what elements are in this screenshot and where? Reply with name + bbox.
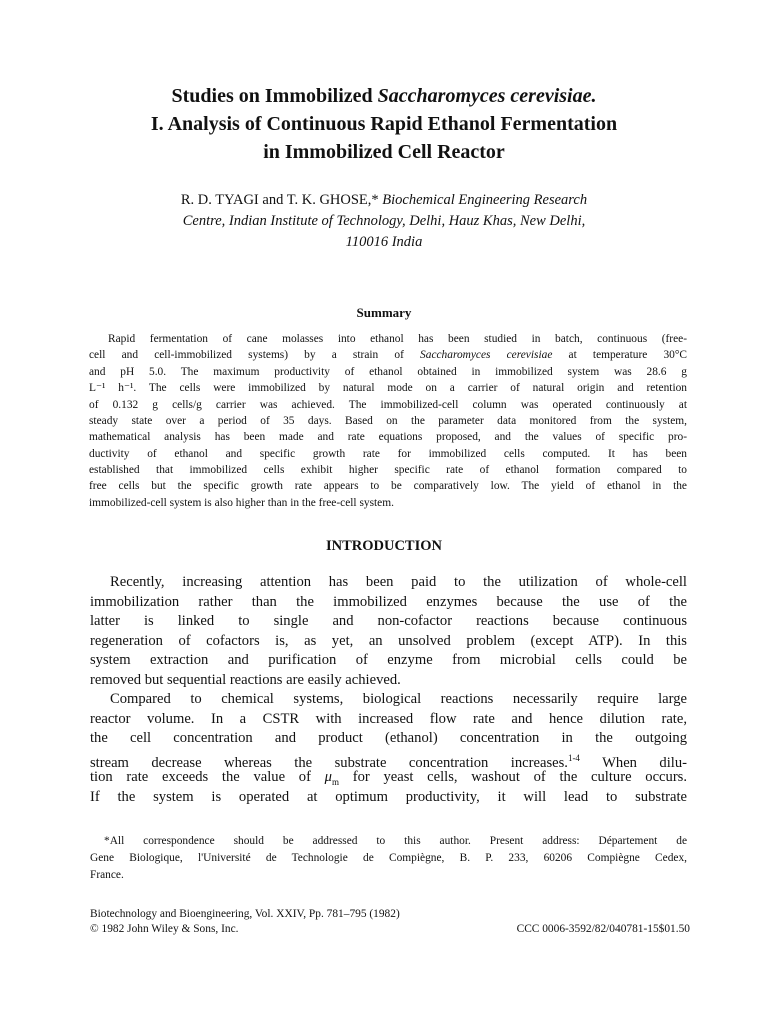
intro-line-7: Compared to chemical systems, biological reactions necessarily require large bbox=[110, 691, 687, 707]
intro-line-3: latter is linked to single and non-cofactor reactions because continuous bbox=[90, 613, 687, 629]
intro-line-10-text: stream decrease whereas the substrate concentration increases. bbox=[90, 754, 568, 771]
paper-title-line-2: I. Analysis of Continuous Rapid Ethanol Fermentation bbox=[150, 113, 618, 135]
journal-citation: Biotechnology and Bioengineering, Vol. XXIV, Pp. 781–795 (1982) bbox=[90, 908, 400, 920]
intro-line-2: immobilization rather than the immobilized enzymes because the use of the bbox=[90, 594, 687, 610]
journal-copyright: © 1982 John Wiley & Sons, Inc. bbox=[90, 923, 239, 935]
footnote-line-1: *All correspondence should be addressed to this author. Present address: Département de bbox=[104, 835, 687, 847]
summary-line-10: free cells but the specific growth rate appears to be comparatively low. The yield of ethanol in the bbox=[89, 480, 687, 492]
summary-line-2-prefix: cell and cell-immobilized systems) by a strain of bbox=[89, 349, 421, 361]
summary-organism: Saccharomyces cerevisiae bbox=[420, 349, 553, 361]
summary-line-2 bbox=[89, 347, 687, 363]
summary-line-2-suffix: at temperature 30°C bbox=[552, 349, 687, 361]
summary-line-9: established that immobilized cells exhibit higher specific rate of ethanol formation compared to bbox=[89, 464, 687, 476]
intro-line-11-suffix: for yeast cells, washout of the culture occurs. bbox=[339, 769, 688, 785]
intro-line-11-text: tion rate exceeds the value of bbox=[90, 769, 325, 785]
footnote-line-2: Gene Biologique, l'Université de Technologie de Compiègne, B. P. 233, 60206 Compiègne Cedex, bbox=[90, 852, 687, 864]
summary-heading: Summary bbox=[356, 305, 412, 320]
intro-line-4: regeneration of cofactors is, as yet, an unsolved problem (except ATP). In this bbox=[90, 633, 687, 649]
intro-line-5: system extraction and purification of enzyme from microbial cells could be bbox=[90, 652, 687, 668]
summary-line-3: and pH 5.0. The maximum productivity of ethanol obtained in immobilized system was 28.6 g bbox=[89, 366, 687, 378]
mu-subscript: m bbox=[331, 776, 339, 787]
summary-line-11: immobilized-cell system is also higher than in the free-cell system. bbox=[89, 497, 394, 509]
intro-line-8: reactor volume. In a CSTR with increased flow rate and hence dilution rate, bbox=[90, 711, 687, 727]
intro-line-6: removed but sequential reactions are easily achieved. bbox=[90, 672, 401, 688]
summary-line-6: steady state over a period of 35 days. Based on the parameter data monitored from the system, bbox=[89, 415, 687, 427]
paper-title-line-3: in Immobilized Cell Reactor bbox=[263, 141, 505, 163]
author-affiliation-cont: Centre, Indian Institute of Technology, Delhi, Hauz Khas, New Delhi, bbox=[182, 213, 586, 229]
title-organism: Saccharomyces cerevisiae. bbox=[377, 85, 597, 107]
footnote-line-3: France. bbox=[90, 869, 124, 881]
author-line-2 bbox=[60, 211, 708, 232]
author-affiliation: Biochemical Engineering Research bbox=[382, 192, 588, 208]
summary-line-1: Rapid fermentation of cane molasses into ethanol has been studied in batch, continuous (free- bbox=[108, 333, 687, 345]
journal-ccc-code: CCC 0006-3592/82/040781-15$01.50 bbox=[516, 923, 690, 935]
introduction-heading: INTRODUCTION bbox=[325, 538, 442, 554]
summary-line-7: mathematical analysis has been made and rate equations proposed, and the values of specific pro- bbox=[89, 431, 687, 443]
intro-line-1: Recently, increasing attention has been paid to the utilization of whole-cell bbox=[110, 574, 687, 590]
summary-line-8: ductivity of ethanol and specific growth rate for immobilized cells computed. It has been bbox=[89, 448, 687, 460]
intro-line-12: If the system is operated at optimum productivity, it will lead to substrate bbox=[90, 789, 687, 805]
author-line-3 bbox=[60, 232, 708, 253]
author-names: R. D. TYAGI and T. K. GHOSE,* bbox=[180, 192, 383, 208]
paper-title-line-1 bbox=[60, 82, 708, 110]
intro-line-9: the cell concentration and product (ethanol) concentration in the outgoing bbox=[90, 730, 687, 746]
summary-line-5: of 0.132 g cells/g carrier was achieved. The immobilized-cell column was operated continuously at bbox=[89, 399, 687, 411]
summary-line-4: L⁻¹ h⁻¹. The cells were immobilized by natural mode on a carrier of natural origin and retention bbox=[89, 382, 687, 394]
title-prefix: Studies on Immobilized bbox=[171, 85, 378, 107]
mu-symbol: μ bbox=[324, 769, 332, 785]
author-line-1 bbox=[60, 190, 708, 211]
intro-line-10-suffix: When dilu- bbox=[579, 754, 687, 771]
citation-superscript: 1-4 bbox=[567, 753, 580, 763]
author-postcode: 110016 India bbox=[345, 234, 423, 250]
